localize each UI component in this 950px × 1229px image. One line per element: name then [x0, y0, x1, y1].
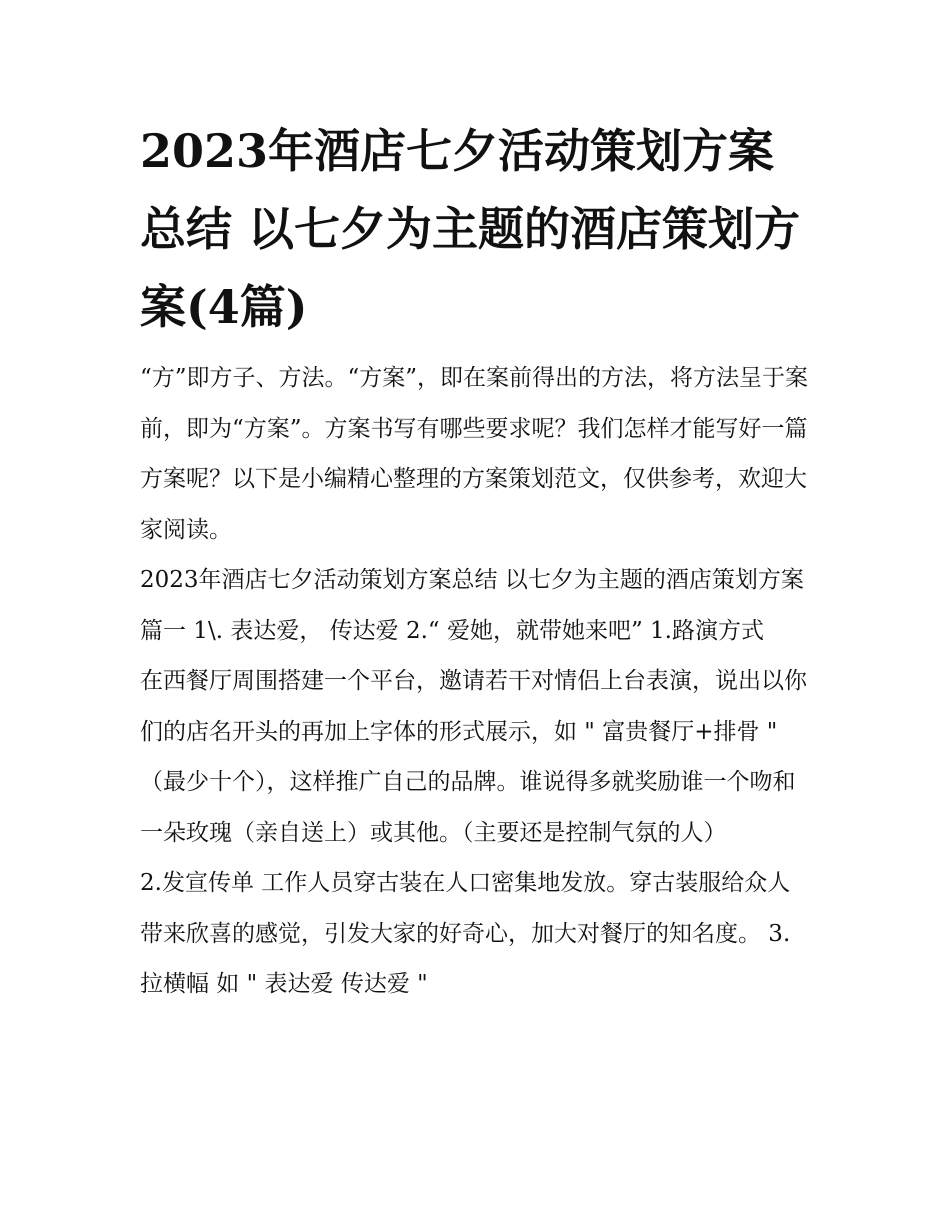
document-body	[140, 353, 812, 1010]
paragraph-flyers: 2.发宣传单 工作人员穿古装在人口密集地发放。穿古装服给众人带来欣喜的感觉，引发大家的好奇心，加大对餐厅的知名度。 3.拉横幅 如 " 表达爱 传达爱 "	[140, 870, 791, 997]
paragraph-section-heading: 2023年酒店七夕活动策划方案总结 以七夕为主题的酒店策划方案篇一 1\. 表达爱， 传达爱 2.“ 爱她，就带她来吧” 1.路演方式	[140, 567, 804, 644]
document-title: 2023年酒店七夕活动策划方案总结 以七夕为主题的酒店策划方案(4篇)	[140, 124, 801, 334]
paragraph-roadshow: 在西餐厅周围搭建一个平台，邀请若干对情侣上台表演，说出以你们的店名开头的再加上字体的形式展示，如 " 富贵餐厅+排骨 " （最少十个），这样推广自己的品牌。谁说得多就奖励谁一个吻和一朵玫瑰（亲自送上）或其他。（主要还是控制气氛的人）	[140, 668, 807, 846]
paragraph-intro: “方”即方子、方法。“方案”，即在案前得出的方法，将方法呈于案前，即为“方案”。方案书写有哪些要求呢？我们怎样才能写好一篇方案呢？以下是小编精心整理的方案策划范文，仅供参考，欢迎大家阅读。	[140, 365, 809, 543]
